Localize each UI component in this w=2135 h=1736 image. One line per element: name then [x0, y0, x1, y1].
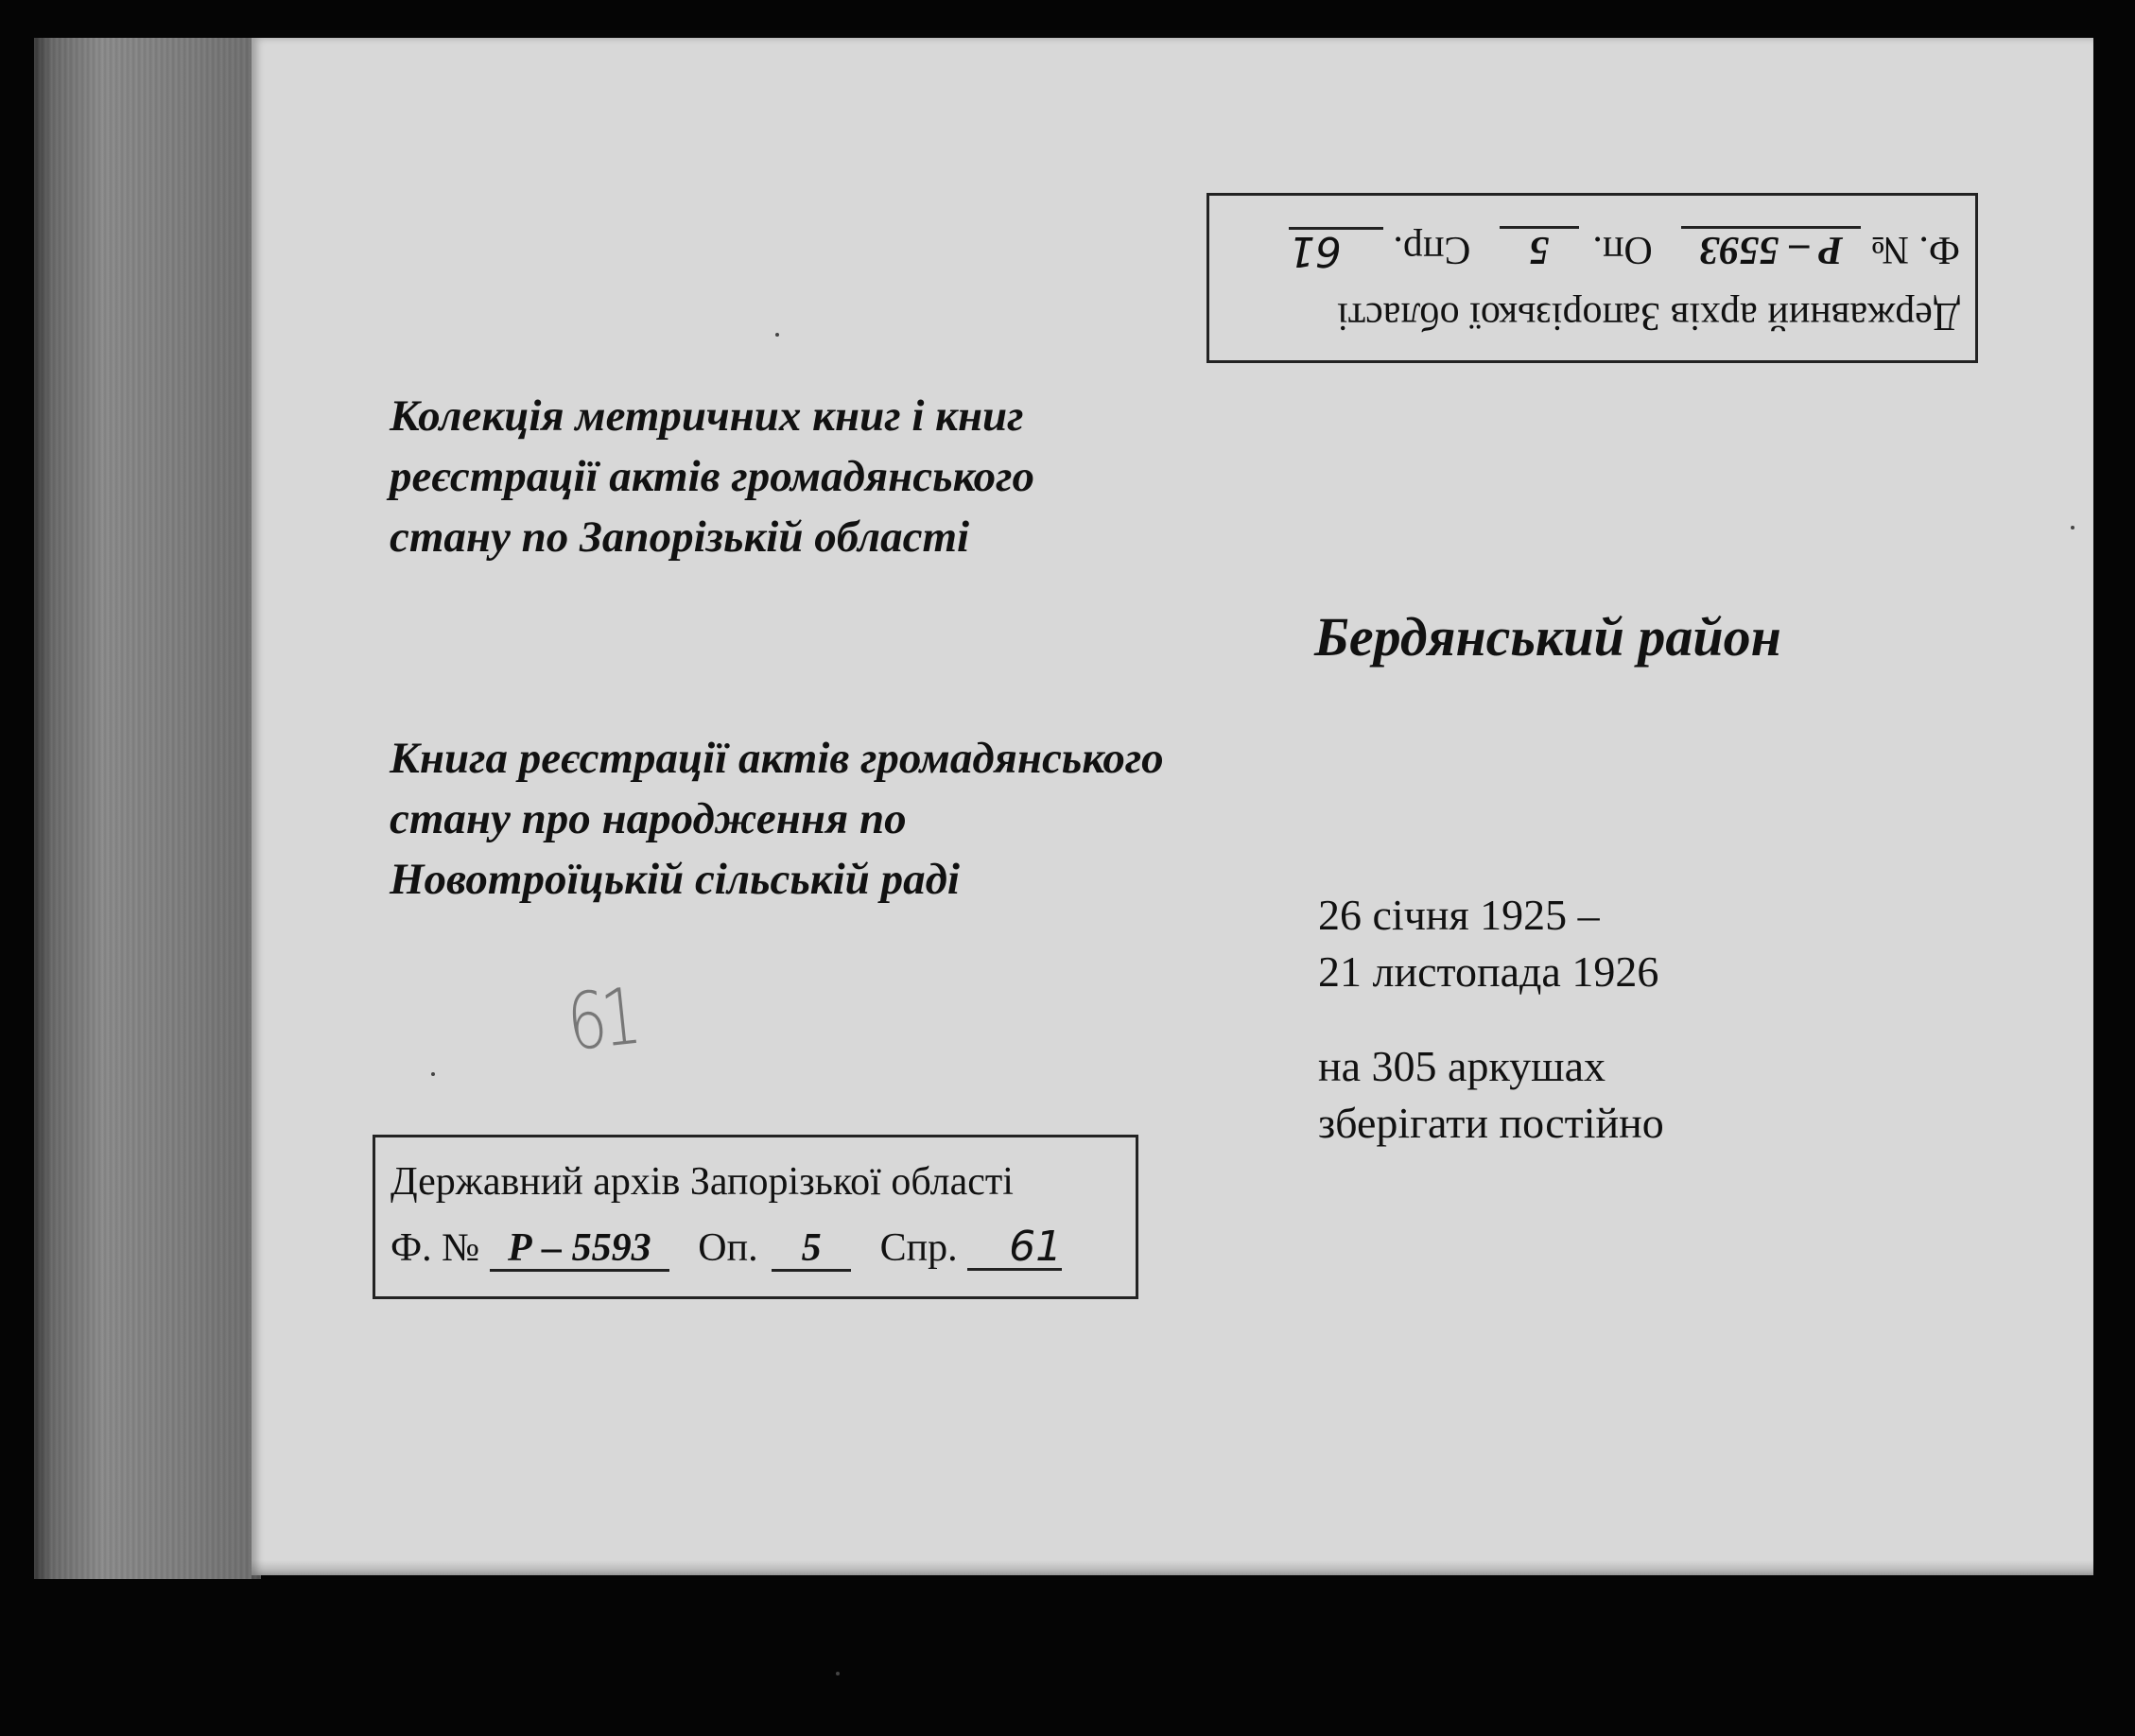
book-title-line: стану про народження по [390, 794, 907, 843]
dust-speck [775, 333, 779, 337]
book-spine [34, 38, 261, 1579]
date-range [1318, 887, 1658, 1000]
stamp-inventory-label: Оп. [698, 1226, 758, 1270]
dust-speck [431, 1072, 435, 1076]
stamp-fund-label: Ф. № [1870, 228, 1960, 271]
district-title: Бердянський район [1314, 606, 1781, 668]
stamp-case-value: 61 [1289, 227, 1383, 271]
book-title [390, 728, 1288, 910]
stamp-archive-name: Державний архів Запорізької області [391, 1160, 1014, 1204]
collection-title-line: Колекція метричних книг і книг [390, 391, 1024, 441]
stamp-reference-row [1224, 217, 1960, 283]
stamp-fund-label: Ф. № [391, 1226, 480, 1270]
stamp-case-value: 61 [967, 1226, 1062, 1271]
book-title-line: Книга реєстрації актів громадянського [390, 734, 1164, 783]
stamp-fund-value: Р – 5593 [490, 1227, 669, 1272]
dust-speck [836, 1672, 840, 1675]
archive-stamp-inverted [1206, 193, 1978, 363]
archive-stamp [373, 1135, 1138, 1299]
storage-info [1318, 1038, 1664, 1152]
cover-bottom-shadow [252, 1560, 2093, 1579]
dust-speck [2071, 526, 2074, 529]
book-title-line: Новотроїцькій сільській раді [390, 855, 960, 904]
stamp-archive-name: Державний архів Запорізької області [1337, 294, 1960, 338]
collection-title [390, 386, 1241, 567]
stamp-inventory-label: Оп. [1592, 228, 1653, 271]
stamp-inventory-value: 5 [772, 1227, 851, 1272]
stamp-fund-value: Р – 5593 [1681, 226, 1861, 270]
stamp-inventory-value: 5 [1500, 226, 1579, 270]
sheet-count: на 305 аркушах [1318, 1042, 1606, 1090]
retention-note: зберігати постійно [1318, 1099, 1664, 1147]
date-from: 26 січня 1925 – [1318, 891, 1600, 939]
stamp-reference-row [391, 1215, 1120, 1281]
collection-title-line: стану по Запорізькій області [390, 512, 970, 562]
handwritten-case-number: 61 [563, 970, 640, 1069]
stamp-case-label: Спр. [1393, 228, 1471, 271]
collection-title-line: реєстрації актів громадянського [390, 452, 1034, 501]
stamp-case-label: Спр. [879, 1226, 958, 1270]
date-to: 21 листопада 1926 [1318, 947, 1659, 996]
